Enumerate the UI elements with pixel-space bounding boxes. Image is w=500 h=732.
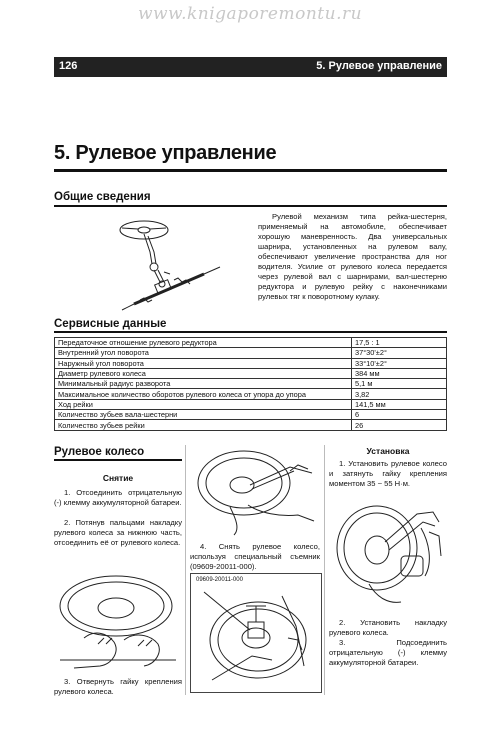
service-data-table [54, 337, 447, 431]
column-divider-left [185, 445, 186, 695]
wheel-heading: Рулевое колесо [54, 446, 145, 458]
value-cell: 384 мм [352, 368, 447, 378]
value-cell: 17,5 : 1 [352, 338, 447, 348]
table-row [55, 399, 447, 409]
install-step-2: 2. Установить накладку рулевого колеса. [329, 618, 447, 637]
wheel-rule [54, 459, 182, 461]
install-step-1: 1. Установить рулевое колесо и затянуть гайку крепления моментом 35 ~ 55 Н·м. [329, 459, 447, 488]
removal-step-4: 4. Снять рулевое колесо, используя специальный съемник (09609-20011-000). [190, 542, 320, 571]
wheel-installation-illustration [329, 492, 447, 612]
column-divider-right [324, 445, 325, 695]
general-paragraph: Рулевой механизм типа рейка-шестерня, применяемый на автомобиле, обеспечивает хорошую маневренность. Два универсальных шарнира, установленных на рулевом валу, обеспечивают увеличение пространства для ног водителя. Усилие от рулевого колеса передается через рулевой вал с шарнирами, вал-шестерню редуктора и рулевую рейку с наконечниками рулевых тяг к поворотному кулаку. [258, 212, 447, 301]
param-cell: Минимальный радиус разворота [55, 379, 352, 389]
param-cell: Внутренний угол поворота [55, 348, 352, 358]
value-cell: 5,1 м [352, 379, 447, 389]
steering-gear-illustration [104, 212, 244, 316]
value-cell: 26 [352, 420, 447, 430]
value-cell: 33°10'±2° [352, 358, 447, 368]
removal-step-2: 2. Потянув пальцами накладку рулевого колеса за нижнюю часть, отсоединить её от рулевого колеса. [54, 518, 182, 547]
general-rule [54, 205, 447, 207]
table-row [55, 338, 447, 348]
param-cell: Ход рейки [55, 399, 352, 409]
removal-step-3: 3. Отвернуть гайку крепления рулевого колеса. [54, 677, 182, 696]
page-number: 126 [59, 60, 78, 72]
cover-removal-illustration [54, 560, 182, 674]
puller-illustration [192, 586, 318, 690]
table-row [55, 420, 447, 430]
service-heading: Сервисные данные [54, 318, 167, 330]
chapter-title: 5. Рулевое управление [54, 142, 277, 164]
value-cell: 6 [352, 410, 447, 420]
puller-label: 09609-20011-000 [196, 577, 243, 583]
chapter-rule [54, 169, 447, 172]
param-cell: Количество зубьев вала-шестерни [55, 410, 352, 420]
table-row [55, 379, 447, 389]
watermark: www.knigaporemontu.ru [137, 4, 363, 24]
table-row [55, 348, 447, 358]
table-row [55, 410, 447, 420]
install-step-3: 3. Подсоединить отрицательную (-) клемму аккумуляторной батареи. [329, 638, 447, 667]
table-row [55, 389, 447, 399]
param-cell: Количество зубьев рейки [55, 420, 352, 430]
param-cell: Наружный угол поворота [55, 358, 352, 368]
service-rule [54, 331, 447, 333]
param-cell: Диаметр рулевого колеса [55, 368, 352, 378]
param-cell: Максимальное количество оборотов рулевого колеса от упора до упора [55, 389, 352, 399]
value-cell: 37°30'±2° [352, 348, 447, 358]
running-title: 5. Рулевое управление [316, 60, 442, 72]
removal-heading: Снятие [102, 473, 134, 483]
table-row [55, 368, 447, 378]
nut-removal-illustration [190, 445, 320, 537]
table-row [55, 358, 447, 368]
value-cell: 3,82 [352, 389, 447, 399]
param-cell: Передаточное отношение рулевого редуктора [55, 338, 352, 348]
removal-step-1: 1. Отсоединить отрицательную (-) клемму аккумуляторной батареи. [54, 488, 182, 507]
value-cell: 141,5 мм [352, 399, 447, 409]
install-heading: Установка [366, 446, 410, 456]
general-heading: Общие сведения [54, 191, 151, 203]
